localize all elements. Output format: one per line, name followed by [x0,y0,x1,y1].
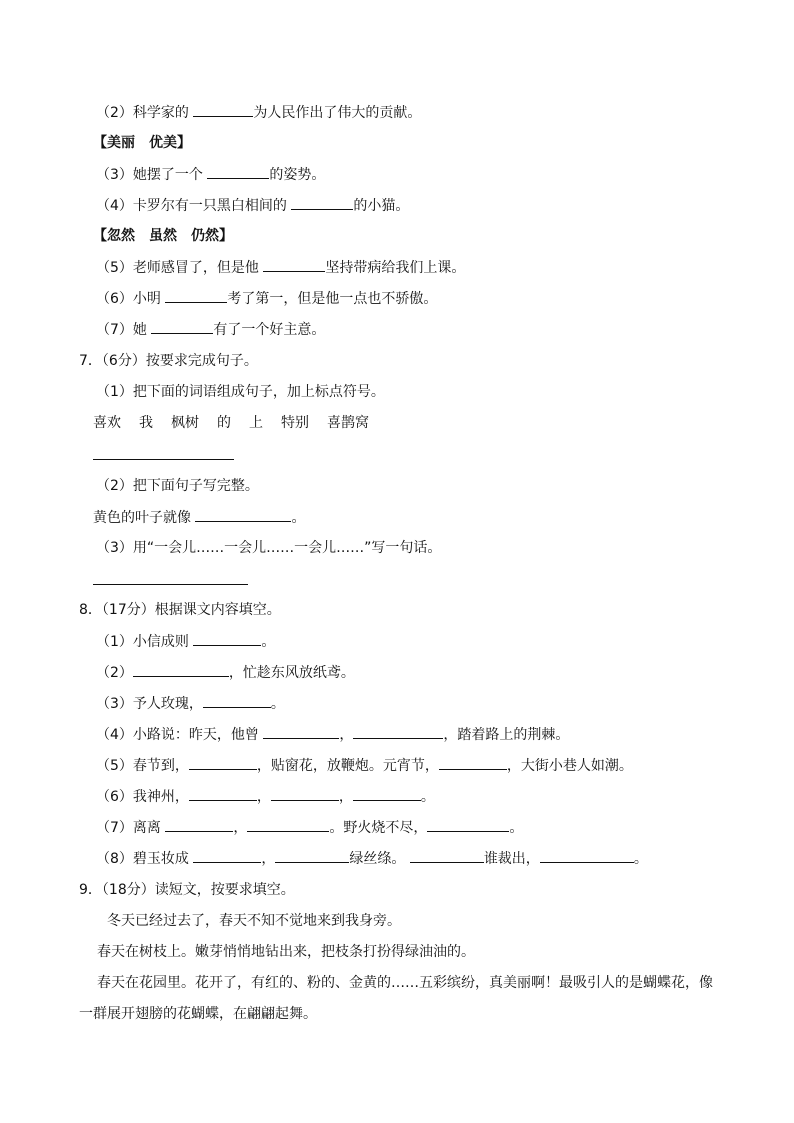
q6-item-7: （7）她 有了一个好主意。 [96,322,326,338]
answer-line[interactable] [93,459,234,460]
word-list [93,415,387,431]
q8-item-6: （6）我神州， ， ， 。 [96,789,435,805]
q6-item-5: （5）老师感冒了，但是他 坚持带病给我们上课。 [96,260,466,276]
q6-item-3: （3）她摆了一个 的姿势。 [96,167,326,183]
blank[interactable] [193,633,261,646]
blank[interactable] [353,788,421,801]
blank[interactable] [427,819,509,832]
blank[interactable] [271,788,339,801]
word: 的 [217,415,231,431]
passage-paragraph-continued: 一群展开翅膀的花蝴蝶，在翩翩起舞。 [79,1006,317,1022]
blank[interactable] [203,695,271,708]
question-8-title: 8．（17分）根据课文内容填空。 [79,602,281,618]
word: 我 [139,415,153,431]
blank[interactable] [165,290,227,303]
q7-part-2-sentence: 黄色的叶子就像 。 [93,510,306,526]
passage-paragraph: 春天在树枝上。嫩芽悄悄地钻出来，把枝条打扮得绿油油的。 [97,944,475,960]
blank[interactable] [353,726,443,739]
q6-item-2: （2）科学家的 为人民作出了伟大的贡献。 [96,105,422,121]
blank[interactable] [133,664,229,677]
blank[interactable] [247,819,329,832]
blank[interactable] [263,726,339,739]
word: 枫树 [171,415,199,431]
word: 特别 [281,415,309,431]
q8-item-4: （4）小路说：昨天，他曾 ， ，踏着路上的荆棘。 [96,727,570,743]
q8-item-8: （8）碧玉妆成 ， 绿丝绦。 谁裁出， 。 [96,851,648,867]
passage-paragraph: 春天在花园里。花开了，有红的、粉的、金黄的……五彩缤纷，真美丽啊！最吸引人的是蝴蝶花，像 [97,975,713,991]
q7-part-2: （2）把下面句子写完整。 [96,478,259,494]
q6-item-6: （6）小明 考了第一，但是他一点也不骄傲。 [96,291,438,307]
q6-item-4: （4）卡罗尔有一只黑白相间的 的小猫。 [96,198,410,214]
blank[interactable] [189,788,257,801]
q8-item-1: （1）小信成则 。 [96,634,276,650]
blank[interactable] [193,104,253,117]
q8-item-7: （7）离离 ， 。野火烧不尽， 。 [96,820,524,836]
question-9-title: 9．（18分）读短文，按要求填空。 [79,882,295,898]
blank[interactable] [540,850,634,863]
blank[interactable] [275,850,349,863]
blank[interactable] [151,321,213,334]
blank[interactable] [263,259,325,272]
blank[interactable] [410,850,484,863]
blank[interactable] [207,166,269,179]
blank[interactable] [165,819,233,832]
blank[interactable] [439,757,507,770]
q7-part-1: （1）把下面的词语组成句子，加上标点符号。 [96,384,385,400]
question-7-title: 7．（6分）按要求完成句子。 [79,353,258,369]
q8-item-3: （3）予人玫瑰， 。 [96,696,285,712]
blank[interactable] [291,197,353,210]
word: 上 [249,415,263,431]
blank[interactable] [193,850,261,863]
word-bank-2: 【美丽 优美】 [93,135,191,151]
q8-item-2: （2） ，忙趁东风放纸鸢。 [96,665,355,681]
passage-paragraph: 冬天已经过去了，春天不知不觉地来到我身旁。 [107,913,401,929]
word: 喜欢 [93,415,121,431]
answer-line[interactable] [93,584,248,585]
word-bank-3: 【忽然 虽然 仍然】 [93,228,233,244]
q7-part-3: （3）用“一会儿……一会儿……一会儿……”写一句话。 [96,540,442,556]
word: 喜鹊窝 [327,415,369,431]
blank[interactable] [195,509,291,522]
blank[interactable] [189,757,257,770]
q8-item-5: （5）春节到， ，贴窗花，放鞭炮。元宵节， ，大街小巷人如潮。 [96,758,633,774]
